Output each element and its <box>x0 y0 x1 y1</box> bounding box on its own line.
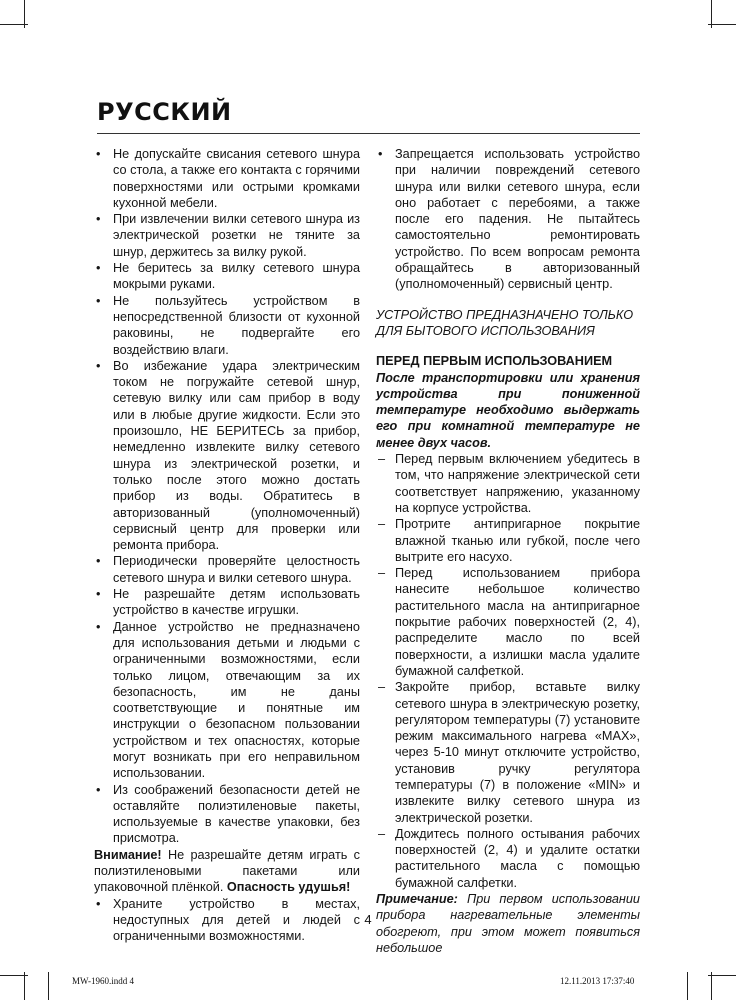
repair-list <box>376 146 640 293</box>
warning-text: Не разрешайте детям играть с полиэтиленовыми пакетами или упаковочной плёнкой. <box>94 847 360 895</box>
list-item: – Перед использованием прибора нанесите небольшое количество растительного масла на антипригарное покрытие рабочих поверхностей (2, 4), распределите масло по всей поверхности, а излишки масла удалите бумажной салфеткой. <box>376 565 640 679</box>
crop-mark <box>687 972 688 1000</box>
section-intro: После транспортировки или хранения устройства при пониженной температуре необходимо выдержать его при комнатной температуре не менее двух часов. <box>376 370 640 450</box>
list-item: • Не разрешайте детям использовать устройство в качестве игрушки. <box>94 586 360 619</box>
household-notice: УСТРОЙСТВО ПРЕДНАЗНАЧЕНО ТОЛЬКО ДЛЯ БЫТОВОГО ИСПОЛЬЗОВАНИЯ <box>376 307 634 338</box>
section-title: ПЕРЕД ПЕРВЫМ ИСПОЛЬЗОВАНИЕМ <box>376 354 613 369</box>
list-item: • Запрещается использовать устройство при наличии повреждений сетевого шнура или вилки сетевого шнура, если оно работает с перебоями, а также после его падения. Не пытайтесь самостоятельно ремонтировать устройство. По всем вопросам ремонта обращайтесь в авторизованный (уполномоченный) сервисный центр. <box>376 146 640 293</box>
first-use-steps <box>376 451 640 891</box>
left-column <box>94 146 360 945</box>
list-item: – Закройте прибор, вставьте вилку сетевого шнура в электрическую розетку, регулятором температуры (7) установите режим максимального нагрева «MAX», через 5-10 минут отключите устройство, установив ручку регулятора температуры (7) в положение «MIN» и извлеките вилку сетевого шнура из электрической розетки. <box>376 679 640 826</box>
warning-danger: Опасность удушья! <box>226 880 351 895</box>
page-title: РУССКИЙ <box>97 98 232 126</box>
warning-label: Внимание! <box>94 847 162 862</box>
right-column <box>376 146 640 956</box>
crop-mark <box>0 975 28 976</box>
note-text: При первом использовании прибора нагревательные элементы обогреют, при этом может появиться небольшое <box>376 892 640 955</box>
page-number: 4 <box>364 912 372 927</box>
safety-list <box>94 146 360 847</box>
list-item: – Перед первым включением убедитесь в том, что напряжение электрической сети соответствует напряжению, указанному на корпусе устройства. <box>376 451 640 516</box>
note-label: Примечание: <box>376 892 458 907</box>
warning-paragraph <box>94 847 360 896</box>
crop-mark <box>24 972 25 1000</box>
crop-mark <box>711 972 712 1000</box>
footer-timestamp: 12.11.2013 17:37:40 <box>560 976 635 986</box>
list-item: • Периодически проверяйте целостность сетевого шнура и вилки сетевого шнура. <box>94 553 360 586</box>
footer-file: MW-1960.indd 4 <box>72 976 134 986</box>
crop-mark <box>708 24 736 25</box>
crop-mark <box>0 24 28 25</box>
crop-mark <box>48 972 49 1000</box>
title-rule <box>97 133 640 134</box>
list-item: – Дождитесь полного остывания рабочих поверхностей (2, 4) и удалите остатки растительного масла с помощью бумажной салфетки. <box>376 826 640 891</box>
list-item: • Не беритесь за вилку сетевого шнура мокрыми руками. <box>94 260 360 293</box>
list-item: • При извлечении вилки сетевого шнура из электрической розетки не тяните за шнур, держитесь за вилку рукой. <box>94 211 360 260</box>
list-item: • Из соображений безопасности детей не оставляйте полиэтиленовые пакеты, используемые в качестве упаковки, без присмотра. <box>94 782 360 847</box>
list-item: • Не допускайте свисания сетевого шнура со стола, а также его контакта с горячими поверхностями или острыми кромками кухонной мебели. <box>94 146 360 211</box>
list-item: • Данное устройство не предназначено для использования детьми и людьми с ограниченными возможностями, если только лицом, отвечающим за их безопасность, им не даны соответствующие и понятные им инструкции о безопасном пользовании устройством и тех опасностях, которые могут возникать при его неправильном использовании. <box>94 619 360 782</box>
list-item: • Не пользуйтесь устройством в непосредственной близости от кухонной раковины, не подвергайте его воздействию влаги. <box>94 293 360 358</box>
list-item: • Храните устройство в местах, недоступных для детей и людей с ограниченными возможностями. <box>94 896 360 945</box>
list-item: – Протрите антипригарное покрытие влажной тканью или губкой, после чего вытрите его насухо. <box>376 516 640 565</box>
list-item: • Во избежание удара электрическим током не погружайте сетевой шнур, сетевую вилку или сам прибор в воду или в любые другие жидкости. Если это произошло, НЕ БЕРИТЕСЬ за прибор, немедленно извлеките вилку сетевого шнура из электрической розетки, и только после этого можно достать прибор из воды. Обратитесь в авторизованный (уполномоченный) сервисный центр для проверки или ремонта прибора. <box>94 358 360 554</box>
crop-mark <box>708 975 736 976</box>
